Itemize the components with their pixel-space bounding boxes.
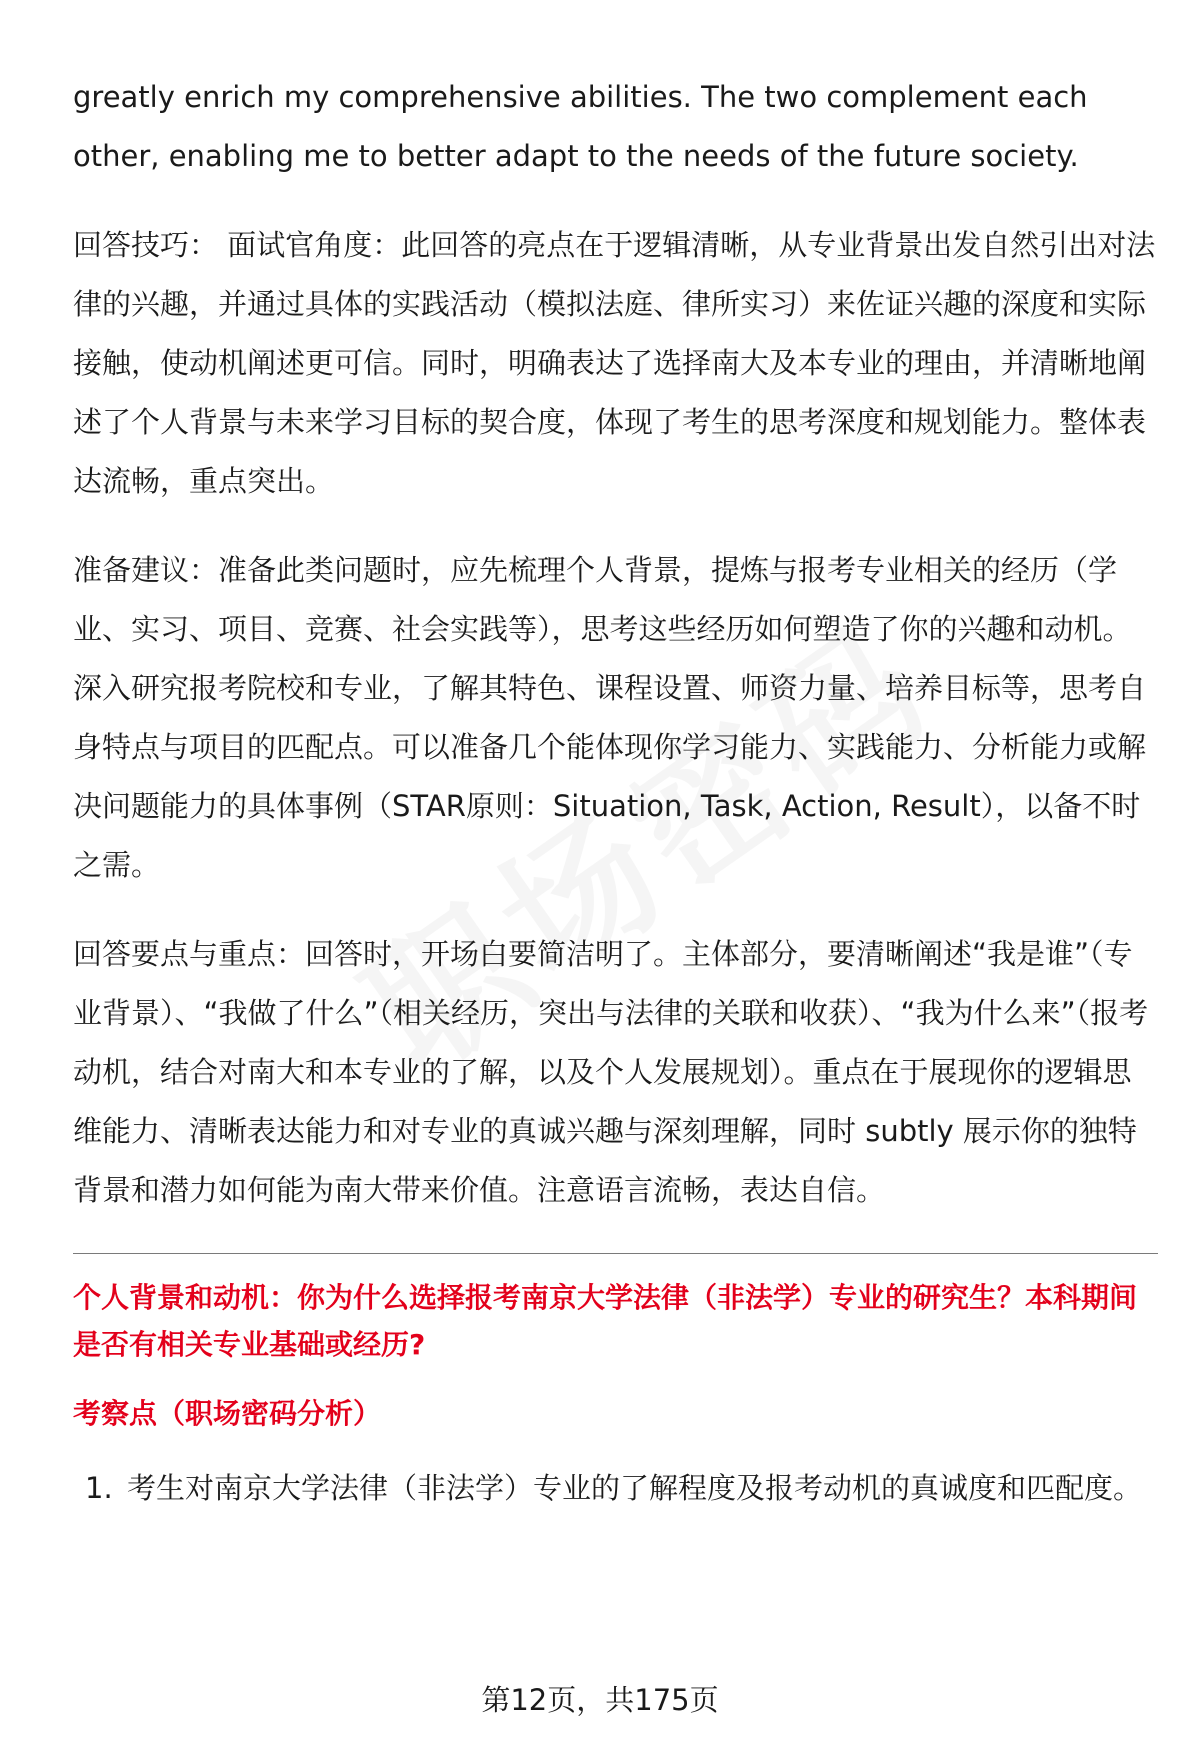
prep-advice-paragraph: 准备建议：准备此类问题时，应先梳理个人背景，提炼与报考专业相关的经历（学业、实习、项目、竞赛、社会实践等），思考这些经历如何塑造了你的兴趣和动机。深入研究报考院校和专业，了解其特色、课程设置、师资力量、培养目标等，思考自身特点与项目的匹配点。可以准备几个能体现你学习能力、实践能力、分析能力或解决问题能力的具体事例（STAR原则：Situation, Task, Action, Result），以备不时之需。 [73, 553, 1147, 882]
answer-tips-paragraph: 回答技巧： 面试官角度：此回答的亮点在于逻辑清晰，从专业背景出发自然引出对法律的兴趣，并通过具体的实践活动（模拟法庭、律所实习）来佐证兴趣的深度和实际接触，使动机阐述更可信。同时，明确表达了选择南大及本专业的理由，并清晰地阐述了个人背景与未来学习目标的契合度，体现了考生的思考深度和规划能力。整体表达流畅，重点突出。 [73, 228, 1156, 498]
section-heading: 考察点（职场密码分析） [73, 1397, 382, 1430]
list-item [73, 1457, 1158, 1519]
question-title: 个人背景和动机：你为什么选择报考南京大学法律（非法学）专业的研究生？本科期间是否有相关专业基础或经历? [73, 1281, 1138, 1361]
list-item-text: 考生对南京大学法律（非法学）专业的了解程度及报考动机的真诚度和匹配度。 [127, 1471, 1143, 1505]
intro-paragraph: greatly enrich my comprehensive abilities. The two complement each other, enabling me to better adapt to the needs of the future society. [73, 80, 1088, 173]
page-content [73, 68, 1158, 1519]
key-points-paragraph: 回答要点与重点：回答时，开场白要简洁明了。主体部分，要清晰阐述“我是谁”（专业背景）、“我做了什么”（相关经历，突出与法律的关联和收获）、“我为什么来”（报考动机，结合对南大和本专业的了解，以及个人发展规划）。重点在于展现你的逻辑思维能力、清晰表达能力和对专业的真诚兴趣与深刻理解，同时 subtly 展示你的独特背景和潜力如何能为南大带来价值。注意语言流畅，表达自信。 [73, 937, 1149, 1207]
list-item-number: 1. [85, 1471, 113, 1505]
page-footer: 第12页，共175页 [481, 1683, 719, 1717]
